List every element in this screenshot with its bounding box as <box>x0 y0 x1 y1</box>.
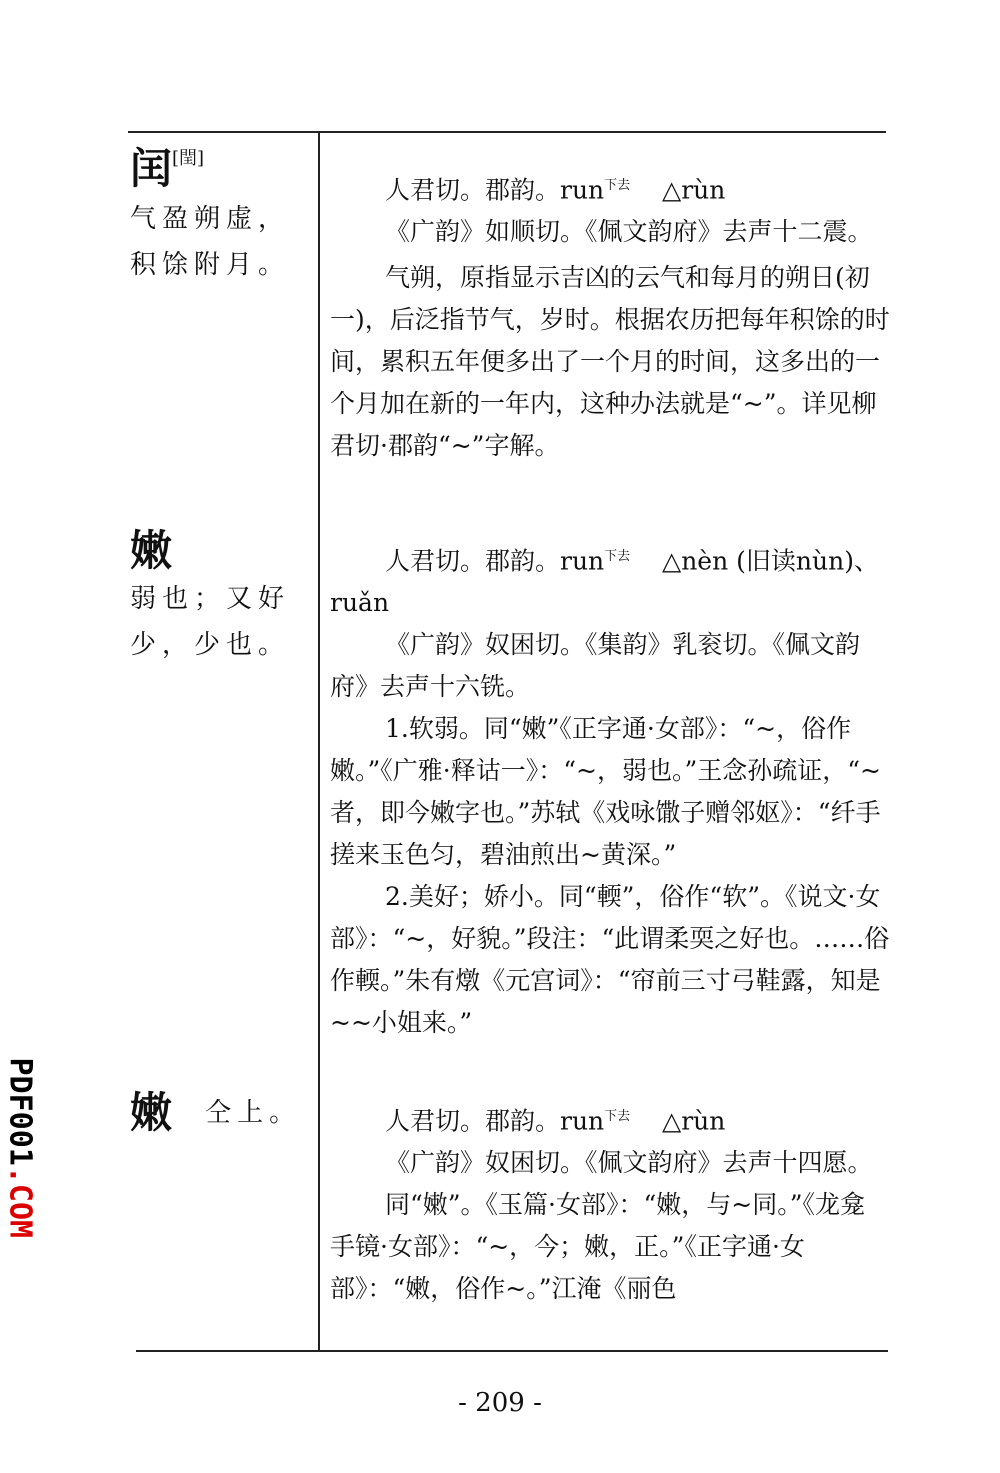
entry-2-paragraph-3: 2.美好；娇小。同“輭”，俗作“软”。《说文·女部》：“~，好貌。”段注：“此谓柔耎之好也。……俗作輭。”朱有燉《元宫词》：“帘前三寸弓鞋露，知是~~小姐来。” <box>330 882 890 1038</box>
entry-2-headword: 嫩 <box>130 526 173 575</box>
entry-3-tone-mark: 下去 <box>604 1109 631 1124</box>
entry-2-reading-text: 人君切。郡韵。run <box>385 546 605 576</box>
entry-1-paragraph-2: 气朔，原指显示吉凶的云气和每月的朔日(初一)，后泛指节气，岁时。根据农历把每年积馀的时间，累积五年便多出了一个月的时间，这多出的一个月加在新的一年内，这种办法就是“~”。详见柳君切·郡韵“~”字解。 <box>330 263 890 461</box>
entry-2-paragraph-1: 《广韵》奴困切。《集韵》乳衮切。《佩文韵府》去声十六铣。 <box>330 630 861 702</box>
entry-3-modern-reading: △rùn <box>661 1106 726 1136</box>
bottom-rule <box>136 1350 888 1352</box>
entry-2-modern-reading: △nèn (旧读nùn)、ruǎn <box>330 546 879 618</box>
entry-1-modern-reading: △rùn <box>661 175 726 205</box>
watermark-part-2: .COM <box>2 1165 38 1239</box>
entry-1-traditional-form: [閏] <box>172 148 205 169</box>
entry-2-headword-block <box>130 526 310 668</box>
entry-2-reading <box>330 536 890 624</box>
entry-1-tone-mark: 下去 <box>604 178 631 193</box>
entry-3-gloss: 仝上。 <box>205 1098 302 1128</box>
entry-1-paragraph-1: 《广韵》如顺切。《佩文韵府》去声十二震。 <box>385 217 873 247</box>
entry-1-body <box>330 165 890 467</box>
entry-1-headword-block <box>130 144 310 288</box>
page-number: - 209 - <box>458 1388 542 1418</box>
entry-2-tone-mark: 下去 <box>604 549 631 564</box>
entry-1-headword: 闰 <box>130 144 173 193</box>
entry-1-reading <box>330 165 890 211</box>
entry-1-gloss: 气盈朔虚，积馀附月。 <box>130 204 291 280</box>
entry-2-gloss: 弱也；又好少，少也。 <box>130 584 291 660</box>
entry-3-paragraph-2: 同“嫩”。《玉篇·女部》：“嫩，与~同。”《龙龛手镜·女部》：“~，今；嫩，正。”《正字通·女部》：“嫩，俗作~。”江淹《丽色 <box>330 1190 866 1304</box>
entry-3-reading-text: 人君切。郡韵。run <box>385 1106 605 1136</box>
entry-3-headword: 嫩 <box>130 1088 173 1137</box>
top-rule <box>128 131 886 133</box>
entry-3-body <box>330 1096 890 1310</box>
watermark-part-1: PDF001 <box>2 1057 38 1166</box>
entry-3-headword-block <box>130 1088 310 1137</box>
entry-2-paragraph-2: 1.软弱。同“嫩”《正字通·女部》：“~，俗作嫩。”《广雅·释诂一》：“~，弱也。”王念孙疏证，“~者，即今嫩字也。”苏轼《戏咏馓子赠邻妪》：“纤手搓来玉色匀，碧油煎出~黄深。” <box>330 714 881 870</box>
entry-3-reading <box>330 1096 890 1142</box>
entry-1-reading-text: 人君切。郡韵。run <box>385 175 605 205</box>
entry-3-paragraph-1: 《广韵》奴困切。《佩文韵府》去声十四愿。 <box>385 1148 873 1178</box>
watermark <box>2 1057 38 1239</box>
column-divider <box>318 133 320 1350</box>
entry-2-body <box>330 536 890 1044</box>
